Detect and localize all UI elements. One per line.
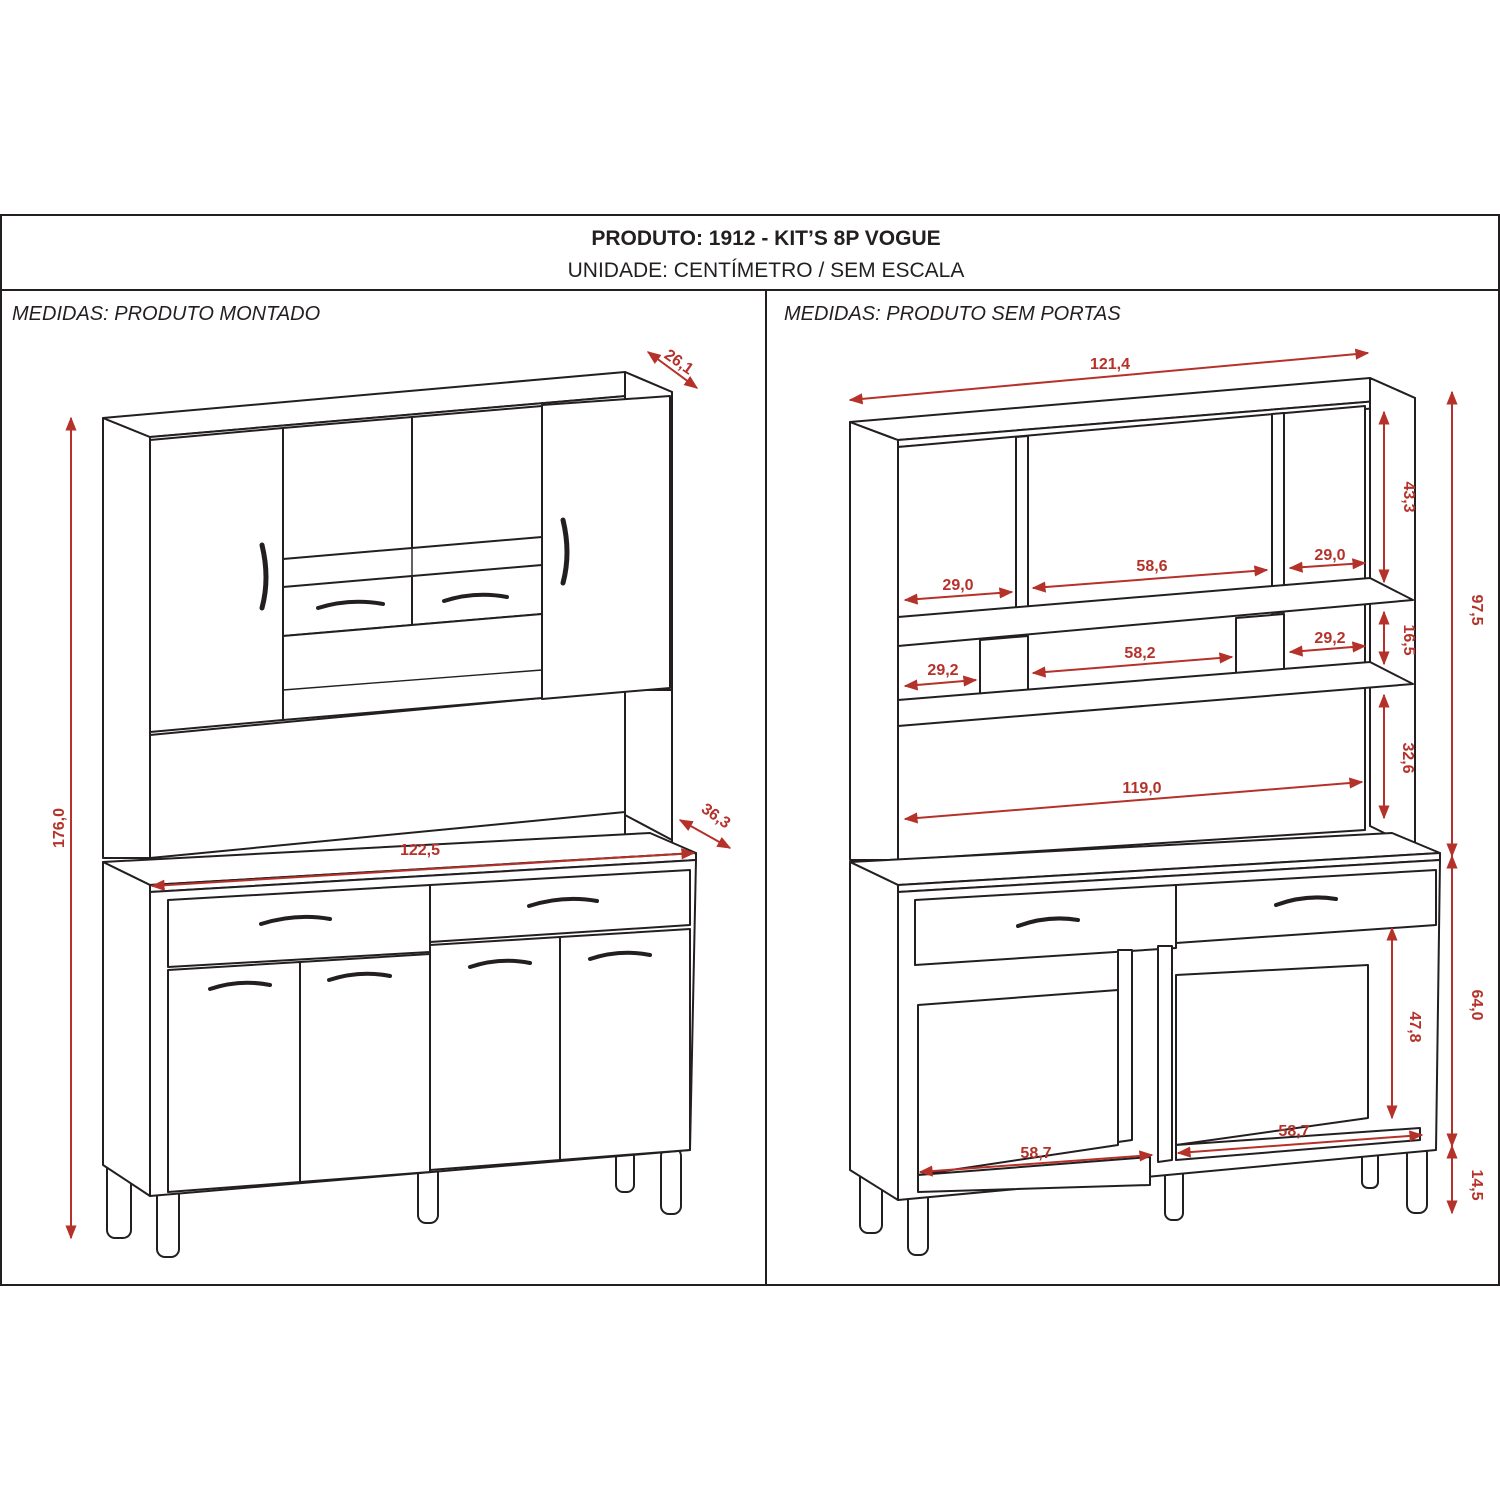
- dim-width-top: 121,4: [1089, 356, 1131, 373]
- dim-height-feet: 14,5: [1468, 1169, 1485, 1201]
- leg: [661, 1148, 681, 1214]
- dim-width-counter: 122,5: [399, 842, 441, 859]
- dim-height-upper: 97,5: [1468, 594, 1485, 626]
- dim-base-height: 47,8: [1406, 1011, 1423, 1043]
- dim-niche-mid-height: 16,5: [1400, 624, 1417, 656]
- dim-niche-mid-right: 29,2: [1314, 630, 1346, 647]
- dim-base-left-width: 58,7: [1020, 1145, 1052, 1162]
- dim-depth-counter: 36,3: [697, 800, 734, 833]
- dim-base-right-width: 58,7: [1278, 1123, 1310, 1140]
- cabinet-assembled: [103, 372, 696, 1257]
- dim-niche-top-height: 43,3: [1400, 481, 1417, 513]
- dim-niche-open-height: 32,6: [1399, 742, 1416, 774]
- dim-niche-mid-left: 29,2: [927, 662, 959, 679]
- dim-depth-top: 26,1: [660, 346, 697, 379]
- dim-height-lower: 64,0: [1468, 989, 1485, 1021]
- dim-height-total: 176,0: [51, 807, 68, 849]
- unit-subtitle: UNIDADE: CENTÍMETRO / SEM ESCALA: [567, 259, 965, 282]
- product-title: PRODUTO: 1912 - KIT’S 8P VOGUE: [591, 227, 941, 250]
- leg: [1407, 1145, 1427, 1213]
- left-panel-label: MEDIDAS: PRODUTO MONTADO: [12, 303, 321, 325]
- dim-niche-top-right: 29,0: [1314, 547, 1346, 564]
- dim-niche-top-center: 58,6: [1136, 558, 1168, 575]
- dim-niche-open-width: 119,0: [1122, 780, 1162, 797]
- right-panel-label: MEDIDAS: PRODUTO SEM PORTAS: [784, 303, 1121, 325]
- dim-niche-mid-center: 58,2: [1124, 645, 1156, 662]
- dim-niche-top-left: 29,0: [942, 577, 974, 594]
